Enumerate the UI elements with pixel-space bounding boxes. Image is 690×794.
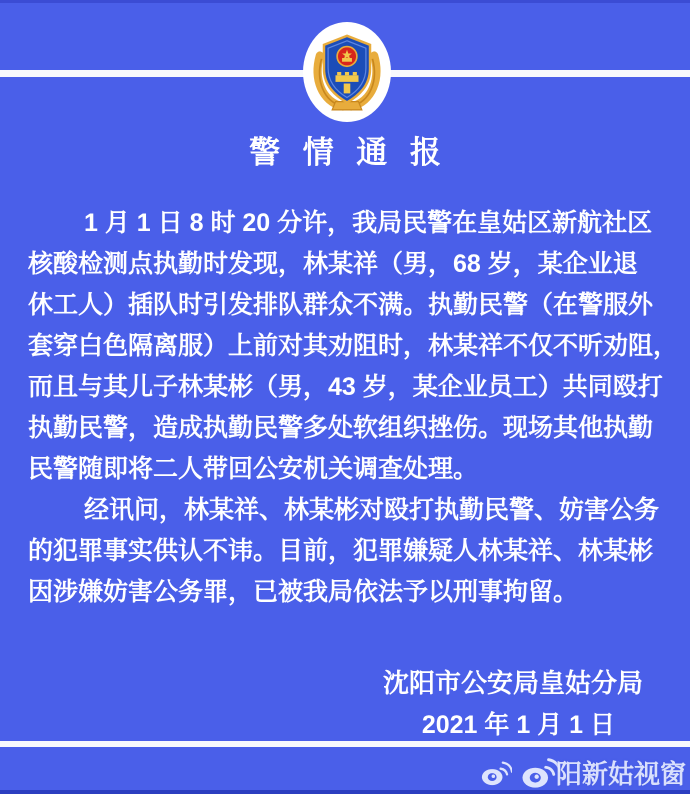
body-text-line: 休工人）插队时引发排队群众不满。执勤民警（在警服外	[28, 291, 654, 319]
police-emblem-icon	[310, 28, 384, 116]
body-text-line: 核酸检测点执勤时发现，林某祥（男，68 岁，某企业退	[28, 250, 638, 278]
bottom-divider-line	[0, 741, 690, 747]
notice-body	[28, 203, 679, 613]
weibo-icon	[520, 754, 560, 790]
body-text-line: 经讯问，林某祥、林某彬对殴打执勤民警、妨害公务	[84, 496, 660, 524]
body-text-line: 执勤民警，造成执勤民警多处软组织挫伤。现场其他执勤	[28, 414, 654, 442]
body-text-line: 1 月 1 日 8 时 20 分许，我局民警在皇姑区新航社区	[84, 209, 653, 237]
watermark-text: 阳新姑视窗	[555, 758, 686, 789]
body-text-line: 套穿白色隔离服）上前对其劝阻时，林某祥不仅不听劝阻，	[28, 332, 679, 360]
body-text-line: 因涉嫌妨害公务罪，已被我局依法予以刑事拘留。	[28, 578, 579, 606]
police-badge	[303, 22, 391, 122]
top-edge-strip	[0, 0, 690, 3]
issuer-signature: 沈阳市公安局皇姑分局	[382, 668, 643, 698]
issue-date: 2021 年 1 月 1 日	[421, 711, 615, 739]
body-text-line: 的犯罪事实供认不讳。目前，犯罪嫌疑人林某祥、林某彬	[28, 537, 654, 565]
watermark	[480, 752, 686, 792]
notice-title: 警 情 通 报	[249, 135, 448, 170]
weibo-icon	[480, 758, 512, 787]
bottom-edge-strip	[0, 790, 690, 794]
body-text-line: 民警随即将二人带回公安机关调查处理。	[28, 455, 479, 483]
body-text-line: 而且与其儿子林某彬（男，43 岁，某企业员工）共同殴打	[28, 373, 663, 401]
